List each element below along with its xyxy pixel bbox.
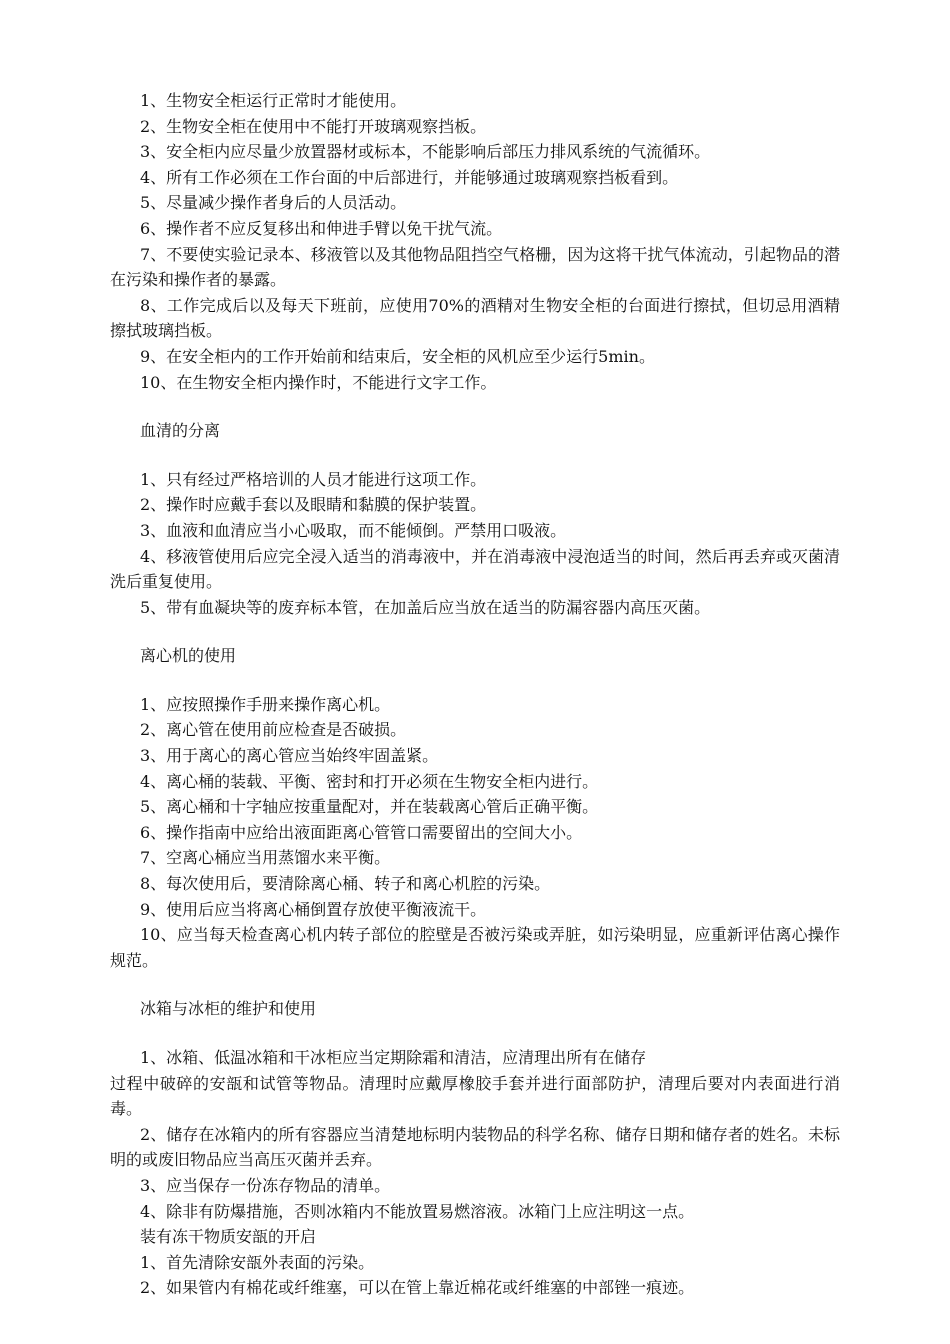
list-item: 4、离心桶的装载、平衡、密封和打开必须在生物安全柜内进行。 <box>140 771 599 791</box>
list-item: 7、空离心桶应当用蒸馏水来平衡。 <box>140 848 391 868</box>
list-item: 2、储存在冰箱内的所有容器应当清楚地标明内装物品的科学名称、储存日期和储存者的姓名。未标明的或废旧物品应当高压灭菌并丢弃。 <box>110 1124 840 1170</box>
list-item: 1、只有经过严格培训的人员才能进行这项工作。 <box>140 469 487 489</box>
list-item: 3、血液和血清应当小心吸取，而不能倾倒。严禁用口吸液。 <box>140 520 567 540</box>
section-heading: 离心机的使用 <box>140 646 237 666</box>
list-item: 5、带有血凝块等的废弃标本管，在加盖后应当放在适当的防漏容器内高压灭菌。 <box>140 597 711 617</box>
section-centrifuge <box>110 643 840 973</box>
section-ampoule-opening <box>110 1224 840 1301</box>
section-biosafety-cabinet <box>110 88 840 395</box>
list-item: 5、尽量减少操作者身后的人员活动。 <box>140 193 407 213</box>
list-item: 4、除非有防爆措施，否则冰箱内不能放置易燃溶液。冰箱门上应注明这一点。 <box>140 1201 695 1221</box>
section-heading: 装有冻干物质安瓿的开启 <box>140 1227 317 1247</box>
list-item: 2、生物安全柜在使用中不能打开玻璃观察挡板。 <box>140 116 487 136</box>
list-item: 9、在安全柜内的工作开始前和结束后，安全柜的风机应至少运行5min。 <box>140 346 655 366</box>
list-item-continuation: 过程中破碎的安瓿和试管等物品。清理时应戴厚橡胶手套并进行面部防护，清理后要对内表面进行消毒。 <box>110 1073 840 1119</box>
list-item: 6、操作指南中应给出液面距离心管管口需要留出的空间大小。 <box>140 822 583 842</box>
section-refrigerator <box>110 996 840 1224</box>
list-item: 4、所有工作必须在工作台面的中后部进行，并能够通过玻璃观察挡板看到。 <box>140 167 679 187</box>
section-serum-separation <box>110 418 840 620</box>
document-body <box>110 88 840 1301</box>
section-heading: 血清的分离 <box>140 421 221 441</box>
list-item: 8、工作完成后以及每天下班前，应使用70%的酒精对生物安全柜的台面进行擦拭，但切忌用酒精擦拭玻璃挡板。 <box>110 295 840 341</box>
list-item: 10、应当每天检查离心机内转子部位的腔壁是否被污染或弄脏，如污染明显，应重新评估离心操作规范。 <box>110 925 840 970</box>
list-item: 8、每次使用后，要清除离心桶、转子和离心机腔的污染。 <box>140 874 551 894</box>
list-item: 3、用于离心的离心管应当始终牢固盖紧。 <box>140 746 439 766</box>
list-item: 7、不要使实验记录本、移液管以及其他物品阻挡空气格栅，因为这将干扰气体流动，引起物品的潜在污染和操作者的暴露。 <box>110 244 840 290</box>
list-item: 2、离心管在使用前应检查是否破损。 <box>140 720 407 740</box>
list-item: 4、移液管使用后应完全浸入适当的消毒液中，并在消毒液中浸泡适当的时间，然后再丢弃或灭菌清洗后重复使用。 <box>110 546 840 592</box>
list-item: 2、操作时应戴手套以及眼睛和黏膜的保护装置。 <box>140 495 487 515</box>
list-item: 1、首先清除安瓿外表面的污染。 <box>140 1252 375 1272</box>
list-item: 1、应按照操作手册来操作离心机。 <box>140 694 391 714</box>
list-item: 1、生物安全柜运行正常时才能使用。 <box>140 91 407 110</box>
section-heading: 冰箱与冰柜的维护和使用 <box>140 999 317 1019</box>
list-item: 2、如果管内有棉花或纤维塞，可以在管上靠近棉花或纤维塞的中部锉一痕迹。 <box>140 1278 695 1298</box>
list-item: 9、使用后应当将离心桶倒置存放使平衡液流干。 <box>140 899 487 919</box>
list-item: 3、安全柜内应尽量少放置器材或标本，不能影响后部压力排风系统的气流循环。 <box>140 142 711 162</box>
list-item: 5、离心桶和十字轴应按重量配对，并在装载离心管后正确平衡。 <box>140 797 599 817</box>
list-item: 10、在生物安全柜内操作时，不能进行文字工作。 <box>140 372 497 392</box>
list-item: 6、操作者不应反复移出和伸进手臂以免干扰气流。 <box>140 218 503 238</box>
list-item: 3、应当保存一份冻存物品的清单。 <box>140 1175 391 1195</box>
list-item: 1、冰箱、低温冰箱和干冰柜应当定期除霜和清洁，应清理出所有在储存 <box>140 1048 647 1067</box>
